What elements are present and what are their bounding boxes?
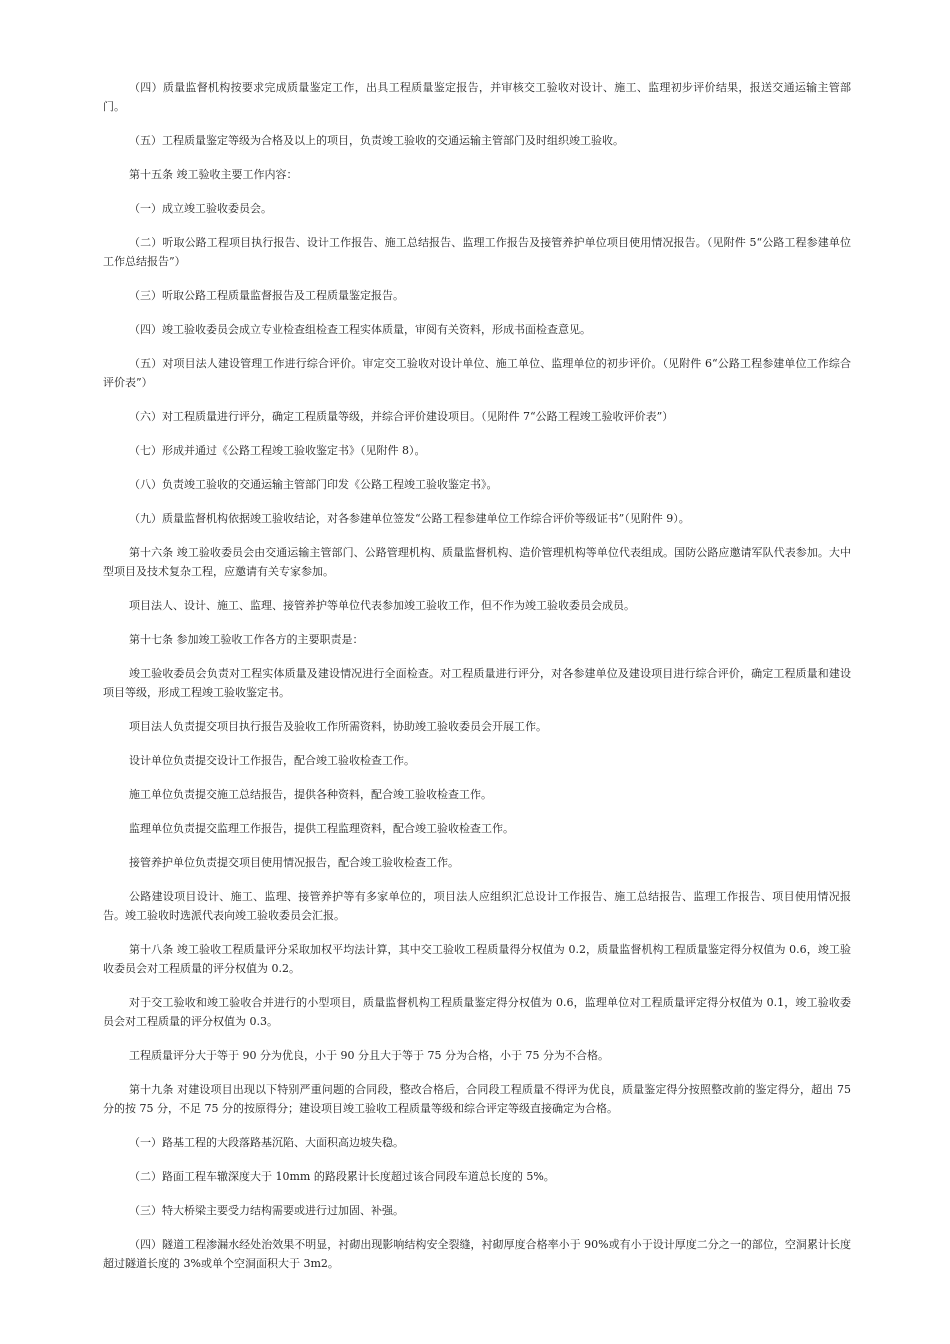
article-paragraph: 第十六条 竣工验收委员会由交通运输主管部门、公路管理机构、质量监督机构、造价管理机构等单位代表组成。国防公路应邀请军队代表参加。大中型项目及技术复杂工程，应邀请有关专家参加。: [103, 546, 851, 578]
paragraph: 工程质量评分大于等于 90 分为优良，小于 90 分且大于等于 75 分为合格，小于 75 分为不合格。: [129, 1049, 609, 1062]
paragraph: 接管养护单位负责提交项目使用情况报告，配合竣工验收检查工作。: [129, 856, 459, 869]
document-body: [103, 78, 851, 1288]
paragraph: （五）工程质量鉴定等级为合格及以上的项目，负责竣工验收的交通运输主管部门及时组织竣工验收。: [129, 134, 624, 147]
paragraph: （四）隧道工程渗漏水经处治效果不明显，衬砌出现影响结构安全裂缝，衬砌厚度合格率小于 90%或有小于设计厚度二分之一的部位，空洞累计长度超过隧道长度的 3%或单个空洞面积大于 3m2。: [103, 1238, 851, 1270]
paragraph: 施工单位负责提交施工总结报告，提供各种资料，配合竣工验收检查工作。: [129, 788, 492, 801]
paragraph: （六）对工程质量进行评分，确定工程质量等级，并综合评价建设项目。（见附件 7“公路工程竣工验收评价表”）: [129, 410, 674, 423]
paragraph: 对于交工验收和竣工验收合并进行的小型项目，质量监督机构工程质量鉴定得分权值为 0.6，监理单位对工程质量评定得分权值为 0.1，竣工验收委员会对工程质量的评分权值为 0.3。: [103, 996, 851, 1028]
paragraph: 项目法人、设计、施工、监理、接管养护等单位代表参加竣工验收工作，但不作为竣工验收委员会成员。: [129, 599, 635, 612]
paragraph: （八）负责竣工验收的交通运输主管部门印发《公路工程竣工验收鉴定书》。: [129, 478, 498, 491]
article-heading: 第十七条 参加竣工验收工作各方的主要职责是：: [129, 633, 364, 646]
paragraph: （三）听取公路工程质量监督报告及工程质量鉴定报告。: [129, 289, 404, 302]
paragraph: （四）质量监督机构按要求完成质量鉴定工作，出具工程质量鉴定报告，并审核交工验收对设计、施工、监理初步评价结果，报送交通运输主管部门。: [103, 81, 851, 113]
article-heading: 第十五条 竣工验收主要工作内容：: [129, 168, 298, 181]
paragraph: 项目法人负责提交项目执行报告及验收工作所需资料，协助竣工验收委员会开展工作。: [129, 720, 547, 733]
paragraph: 公路建设项目设计、施工、监理、接管养护等有多家单位的，项目法人应组织汇总设计工作报告、施工总结报告、监理工作报告、项目使用情况报告。竣工验收时选派代表向竣工验收委员会汇报。: [103, 890, 851, 922]
paragraph: （七）形成并通过《公路工程竣工验收鉴定书》（见附件 8）。: [129, 444, 426, 457]
paragraph: （四）竣工验收委员会成立专业检查组检查工程实体质量，审阅有关资料，形成书面检查意见。: [129, 323, 591, 336]
paragraph: （一）路基工程的大段落路基沉陷、大面积高边坡失稳。: [129, 1136, 404, 1149]
paragraph: （二）路面工程车辙深度大于 10mm 的路段累计长度超过该合同段车道总长度的 5%。: [129, 1170, 555, 1183]
article-paragraph: 第十九条 对建设项目出现以下特别严重问题的合同段，整改合格后，合同段工程质量不得评为优良，质量鉴定得分按照整改前的鉴定得分，超出 75 分的按 75 分，不足 75 分的按原得分；建设项目竣工验收工程质量等级和综合评定等级直接确定为合格。: [103, 1083, 851, 1115]
paragraph: （三）特大桥梁主要受力结构需要或进行过加固、补强。: [129, 1204, 404, 1217]
paragraph: （五）对项目法人建设管理工作进行综合评价。审定交工验收对设计单位、施工单位、监理单位的初步评价。（见附件 6“公路工程参建单位工作综合评价表”）: [103, 357, 851, 389]
paragraph: 竣工验收委员会负责对工程实体质量及建设情况进行全面检查。对工程质量进行评分，对各参建单位及建设项目进行综合评价，确定工程质量和建设项目等级，形成工程竣工验收鉴定书。: [103, 667, 851, 699]
paragraph: 设计单位负责提交设计工作报告，配合竣工验收检查工作。: [129, 754, 415, 767]
paragraph: （九）质量监督机构依据竣工验收结论，对各参建单位签发“公路工程参建单位工作综合评价等级证书”（见附件 9）。: [129, 512, 690, 525]
paragraph: （二）听取公路工程项目执行报告、设计工作报告、施工总结报告、监理工作报告及接管养护单位项目使用情况报告。（见附件 5“公路工程参建单位工作总结报告”）: [103, 236, 851, 268]
article-paragraph: 第十八条 竣工验收工程质量评分采取加权平均法计算，其中交工验收工程质量得分权值为 0.2，质量监督机构工程质量鉴定得分权值为 0.6，竣工验收委员会对工程质量的评分权值为 0.2。: [103, 943, 851, 975]
paragraph: （一）成立竣工验收委员会。: [129, 202, 272, 215]
paragraph: 监理单位负责提交监理工作报告，提供工程监理资料，配合竣工验收检查工作。: [129, 822, 514, 835]
